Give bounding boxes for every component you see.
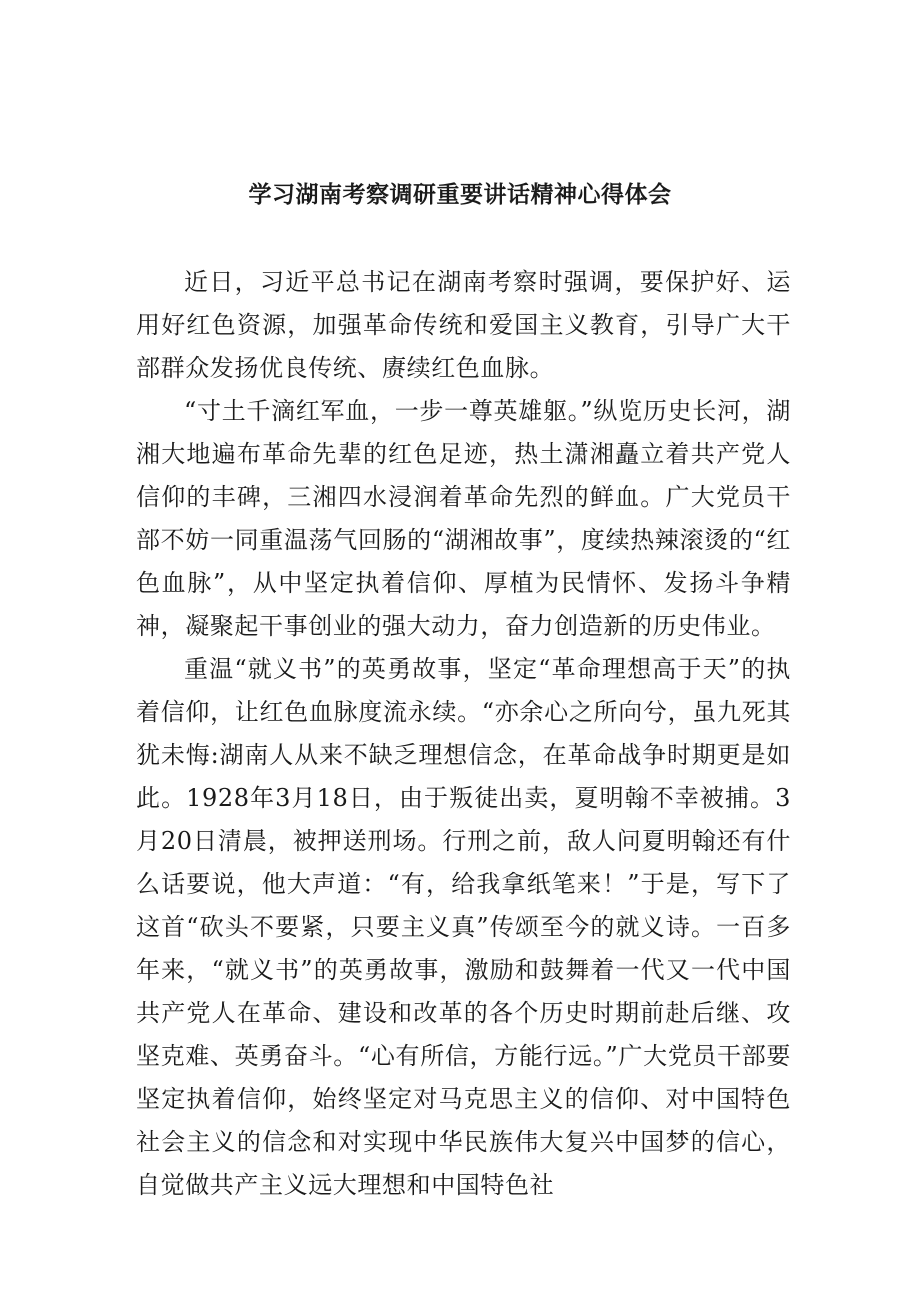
document-body <box>136 261 791 1207</box>
paragraph-3: 重温“就义书”的英勇故事，坚定“革命理想高于天”的执着信仰，让红色血脉度流永续。“亦余心之所向兮，虽九死其犹未悔:湖南人从来不缺乏理想信念，在革命战争时期更是如此。1928年3月18日，由于叛徒出卖，夏明翰不幸被捕。3月20日清晨，被押送刑场。行刑之前，敌人问夏明翰还有什么话要说，他大声道：“有，给我拿纸笔来！”于是，写下了这首“砍头不要紧，只要主义真”传颂至今的就义诗。一百多年来，“就义书”的英勇故事，激励和鼓舞着一代又一代中国共产党人在革命、建设和改革的各个历史时期前赴后继、攻坚克难、英勇奋斗。“心有所信，方能行远。”广大党员干部要坚定执着信仰，始终坚定对马克思主义的信仰、对中国特色社会主义的信念和对实现中华民族伟大复兴中国梦的信心，自觉做共产主义远大理想和中国特色社 <box>136 655 791 1199</box>
document-title: 学习湖南考察调研重要讲话精神心得体会 <box>248 182 672 208</box>
paragraph-1: 近日，习近平总书记在湖南考察时强调，要保护好、运用好红色资源，加强革命传统和爱国主义教育，引导广大干部群众发扬优良传统、赓续红色血脉。 <box>136 268 791 382</box>
paragraph-2: “寸土千滴红军血，一步一尊英雄躯。”纵览历史长河，湖湘大地遍布革命先辈的红色足迹，热土潇湘矗立着共产党人信仰的丰碑，三湘四水浸润着革命先烈的鲜血。广大党员干部不妨一同重温荡气回肠的“湖湘故事”，度续热辣滚烫的“红色血脉”，从中坚定执着信仰、厚植为民情怀、发扬斗争精神，凝聚起干事创业的强大动力，奋力创造新的历史伟业。 <box>136 397 791 640</box>
